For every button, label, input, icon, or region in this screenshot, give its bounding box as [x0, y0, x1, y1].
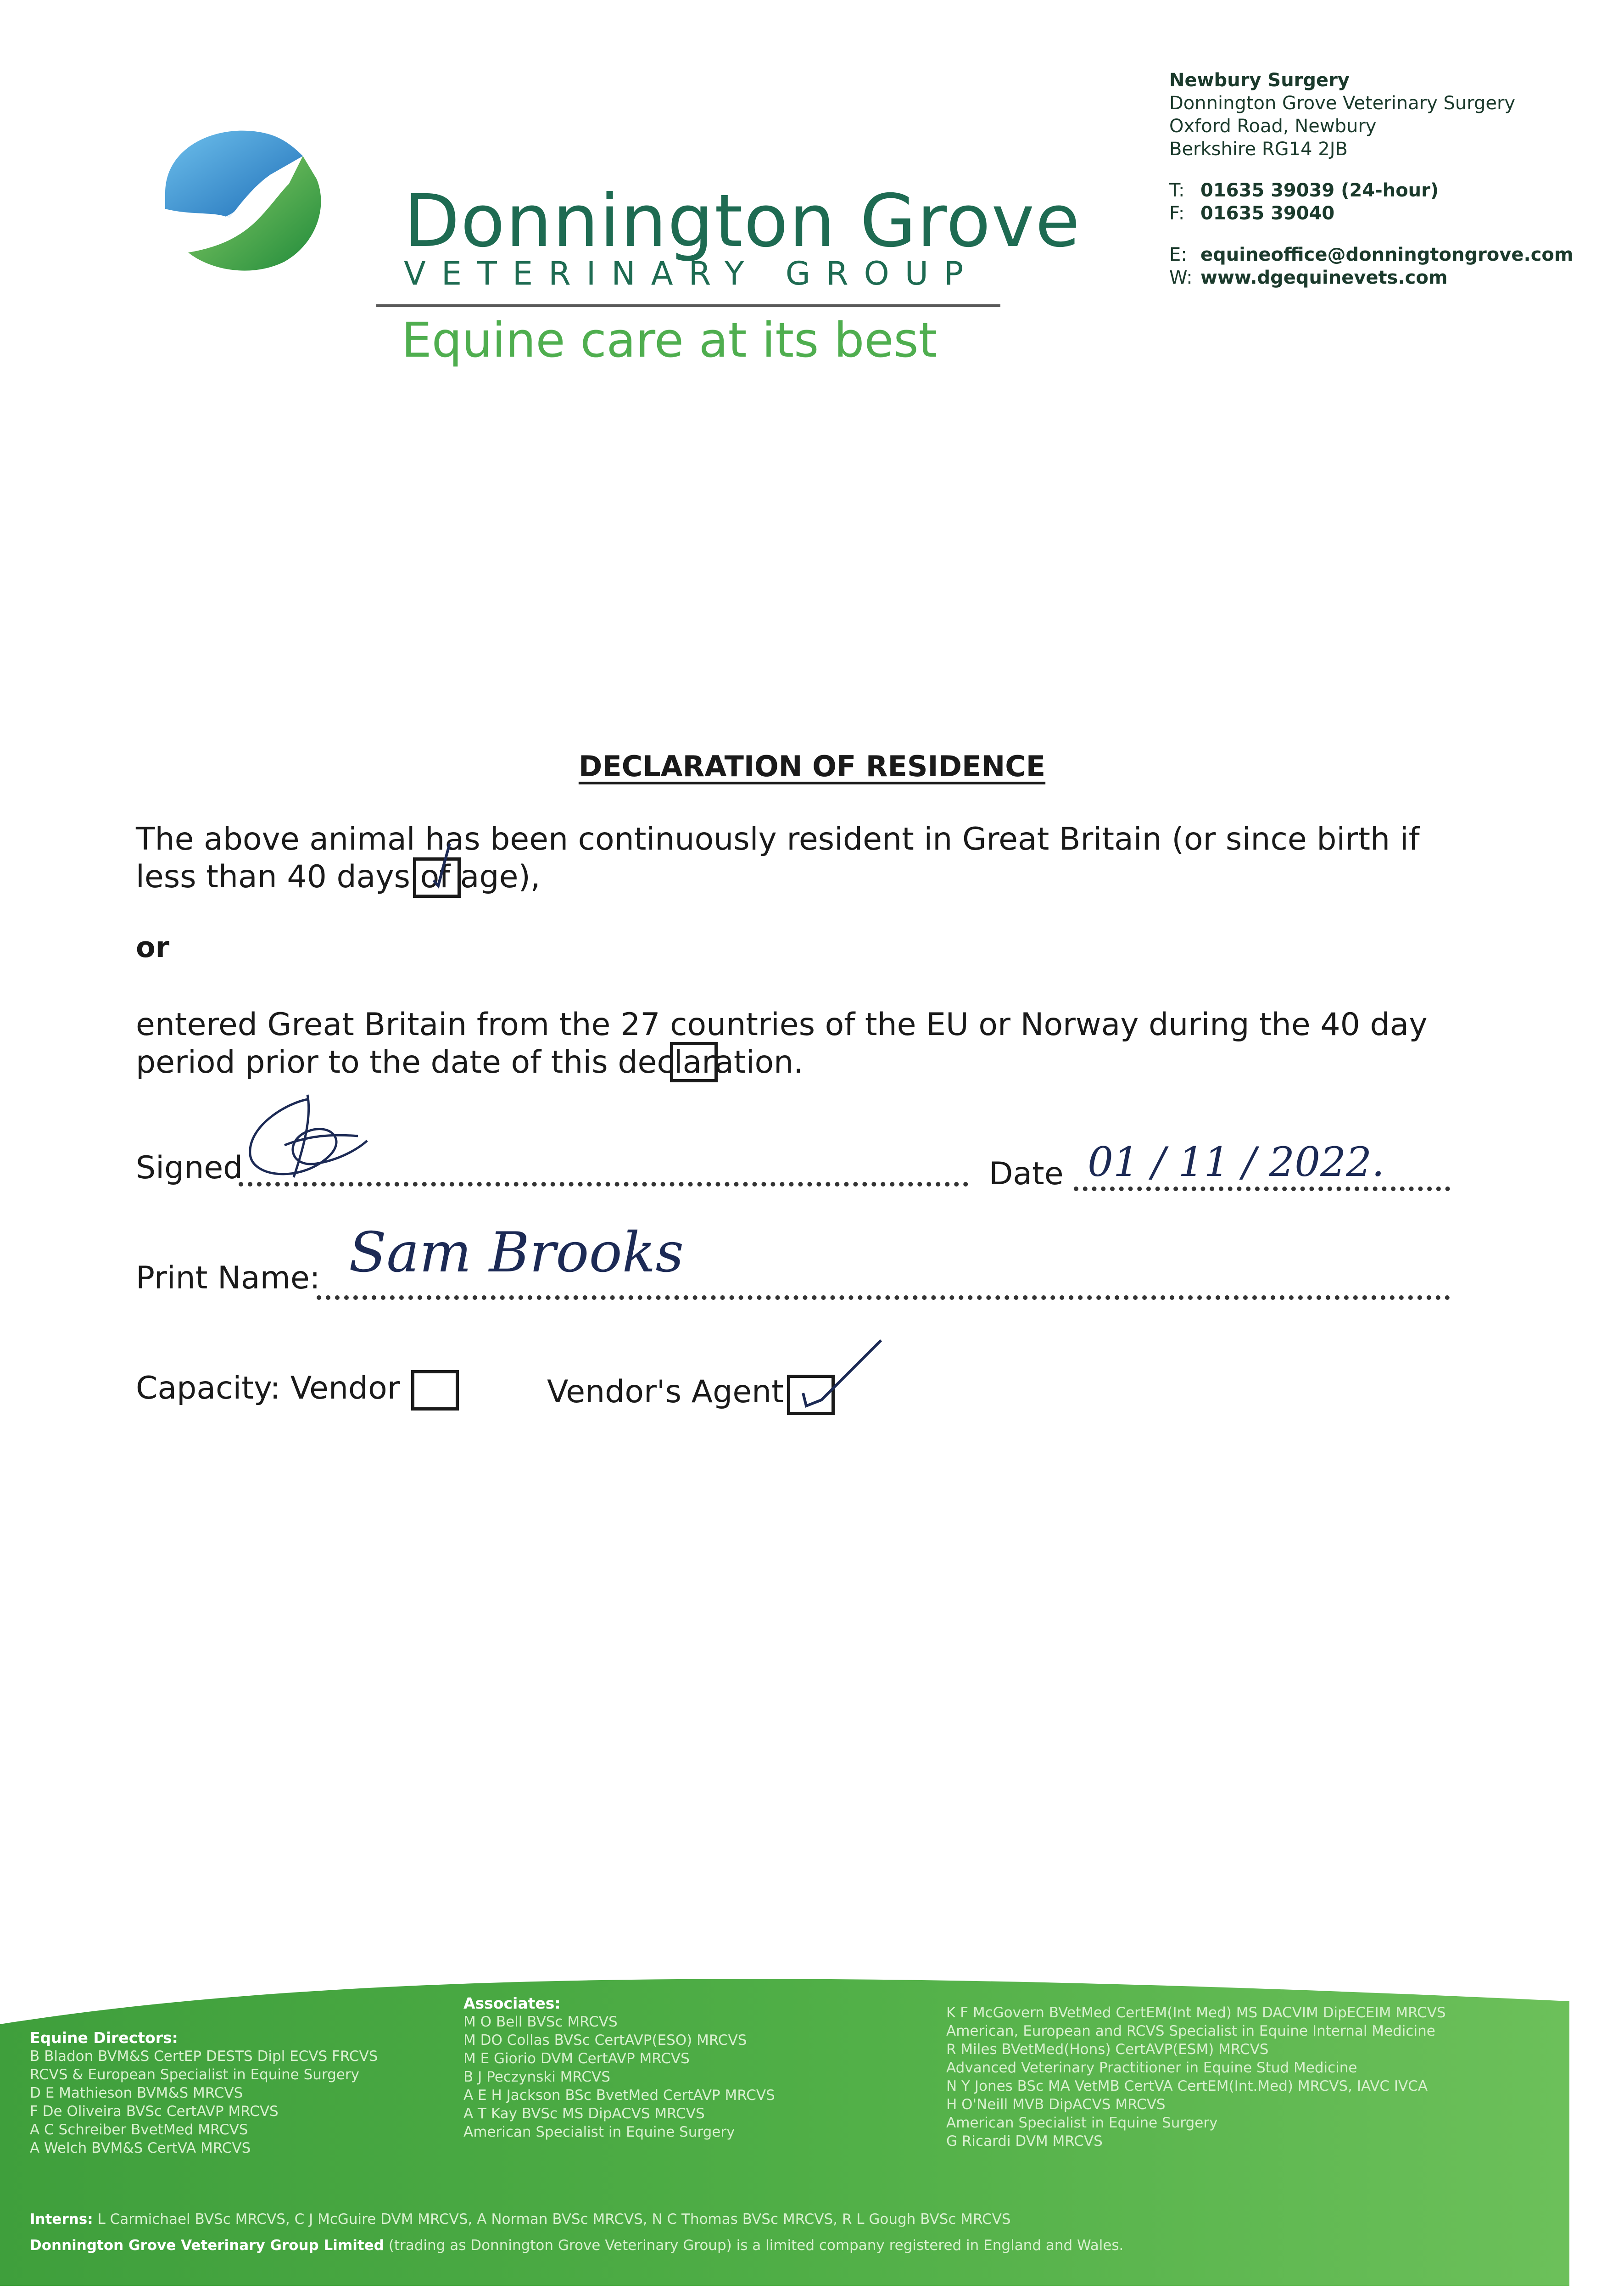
company-info: (trading as Donnington Grove Veterinary Group) is a limited company registered in England and Wales.	[388, 2237, 1124, 2254]
signature-icon[interactable]	[239, 1090, 372, 1187]
surgery-name: Newbury Surgery	[1169, 70, 1350, 91]
vet-entry: K F McGovern BVetMed CertEM(Int Med) MS DACVIM DipECEIM MRCVS	[946, 2004, 1446, 2021]
eu-entry-checkbox[interactable]	[670, 1042, 718, 1082]
company-name: Donnington Grove Veterinary Group Limited	[30, 2237, 384, 2254]
residence-checkbox[interactable]	[413, 857, 461, 898]
associate-entry: M DO Collas BVSc CertAVP(ESO) MRCVS	[463, 2032, 747, 2049]
associate-entry: M O Bell BVSc MRCVS	[463, 2014, 618, 2030]
associate-entry: M E Giorio DVM CertAVP MRCVS	[463, 2050, 690, 2067]
print-name-value[interactable]: Sam Brooks	[349, 1221, 684, 1285]
interns-list: L Carmichael BVSc MRCVS, C J McGuire DVM MRCVS, A Norman BVSc MRCVS, N C Thomas BVSc MRCVS, R L Gough BVSc MRCVS	[97, 2211, 1011, 2228]
director-entry: B Bladon BVM&S CertEP DESTS Dipl ECVS FRCVS	[30, 2048, 378, 2065]
vet-entry: American Specialist in Equine Surgery	[946, 2115, 1218, 2131]
associate-entry: A E H Jackson BSc BvetMed CertAVP MRCVS	[463, 2087, 775, 2104]
directors-title: Equine Directors:	[30, 2029, 178, 2047]
tagline: Equine care at its best	[402, 312, 938, 368]
fax-number: 01635 39040	[1200, 203, 1335, 224]
vendor-agent-label: Vendor's Agent	[547, 1374, 784, 1410]
residence-statement: The above animal has been continuously resident in Great Britain (or since birth if less than 40 days of age),	[136, 821, 1420, 895]
vet-entry: R Miles BVetMed(Hons) CertAVP(ESM) MRCVS	[946, 2041, 1269, 2058]
associates-title: Associates:	[463, 1994, 561, 2012]
vet-entry: G Ricardi DVM MRCVS	[946, 2133, 1103, 2149]
associates-column	[463, 1994, 775, 2141]
associate-entry: B J Peczynski MRCVS	[463, 2069, 610, 2085]
web-label: W:	[1169, 267, 1193, 288]
print-name-line	[317, 1295, 1450, 1300]
brand-name: Donnington Grove	[404, 179, 1081, 263]
company-row	[30, 2236, 1123, 2255]
vendor-agent-checkbox[interactable]	[787, 1375, 835, 1415]
director-entry: F De Oliveira BVSc CertAVP MRCVS	[30, 2103, 279, 2120]
associate-entry: American Specialist in Equine Surgery	[463, 2124, 735, 2140]
address-line: Berkshire RG14 2JB	[1169, 139, 1348, 160]
email-link[interactable]: equineoffice@donningtongrove.com	[1200, 244, 1574, 265]
web-link[interactable]: www.dgequinevets.com	[1200, 267, 1448, 288]
capacity-vendor-label: Capacity: Vendor	[136, 1370, 400, 1406]
vet-entry: H O'Neill MVB DipACVS MRCVS	[946, 2096, 1166, 2113]
vendor-checkbox[interactable]	[411, 1370, 459, 1411]
director-entry: RCVS & European Specialist in Equine Surgery	[30, 2066, 359, 2083]
declaration-title: DECLARATION OF RESIDENCE	[578, 750, 1046, 783]
fax-label: F:	[1169, 203, 1185, 224]
address-line: Donnington Grove Veterinary Surgery	[1169, 93, 1516, 114]
other-vets-column	[946, 2004, 1446, 2150]
interns-row	[30, 2210, 1011, 2228]
interns-label: Interns:	[30, 2211, 93, 2228]
signed-label: Signed	[136, 1150, 243, 1186]
directors-column	[30, 2029, 378, 2157]
vet-entry: Advanced Veterinary Practitioner in Equine Stud Medicine	[946, 2060, 1357, 2076]
director-entry: A Welch BVM&S CertVA MRCVS	[30, 2140, 251, 2156]
vet-entry: N Y Jones BSc MA VetMB CertVA CertEM(Int.Med) MRCVS, IAVC IVCA	[946, 2078, 1428, 2094]
brand-logo-icon	[151, 124, 330, 275]
brand-subtitle: VETERINARY GROUP	[404, 255, 979, 292]
brand-divider	[376, 304, 1000, 307]
print-name-label: Print Name:	[136, 1260, 320, 1296]
or-separator: or	[136, 930, 170, 964]
date-line	[1074, 1187, 1450, 1191]
phone-label: T:	[1169, 180, 1185, 201]
director-entry: A C Schreiber BvetMed MRCVS	[30, 2121, 248, 2138]
eu-entry-statement: entered Great Britain from the 27 countries of the EU or Norway during the 40 day period prior to the date of this declaration.	[136, 1007, 1428, 1080]
address-line: Oxford Road, Newbury	[1169, 116, 1377, 137]
phone-number: 01635 39039 (24-hour)	[1200, 180, 1439, 201]
email-label: E:	[1169, 244, 1187, 265]
checkmark-icon	[787, 1375, 835, 1415]
vet-entry: American, European and RCVS Specialist in Equine Internal Medicine	[946, 2023, 1435, 2039]
checkmark-icon	[413, 857, 461, 898]
director-entry: D E Mathieson BVM&S MRCVS	[30, 2085, 243, 2101]
contact-block	[1169, 69, 1582, 289]
associate-entry: A T Kay BVSc MS DipACVS MRCVS	[463, 2105, 705, 2122]
date-value[interactable]: 01 / 11 / 2022.	[1088, 1138, 1385, 1186]
date-label: Date	[989, 1156, 1064, 1192]
